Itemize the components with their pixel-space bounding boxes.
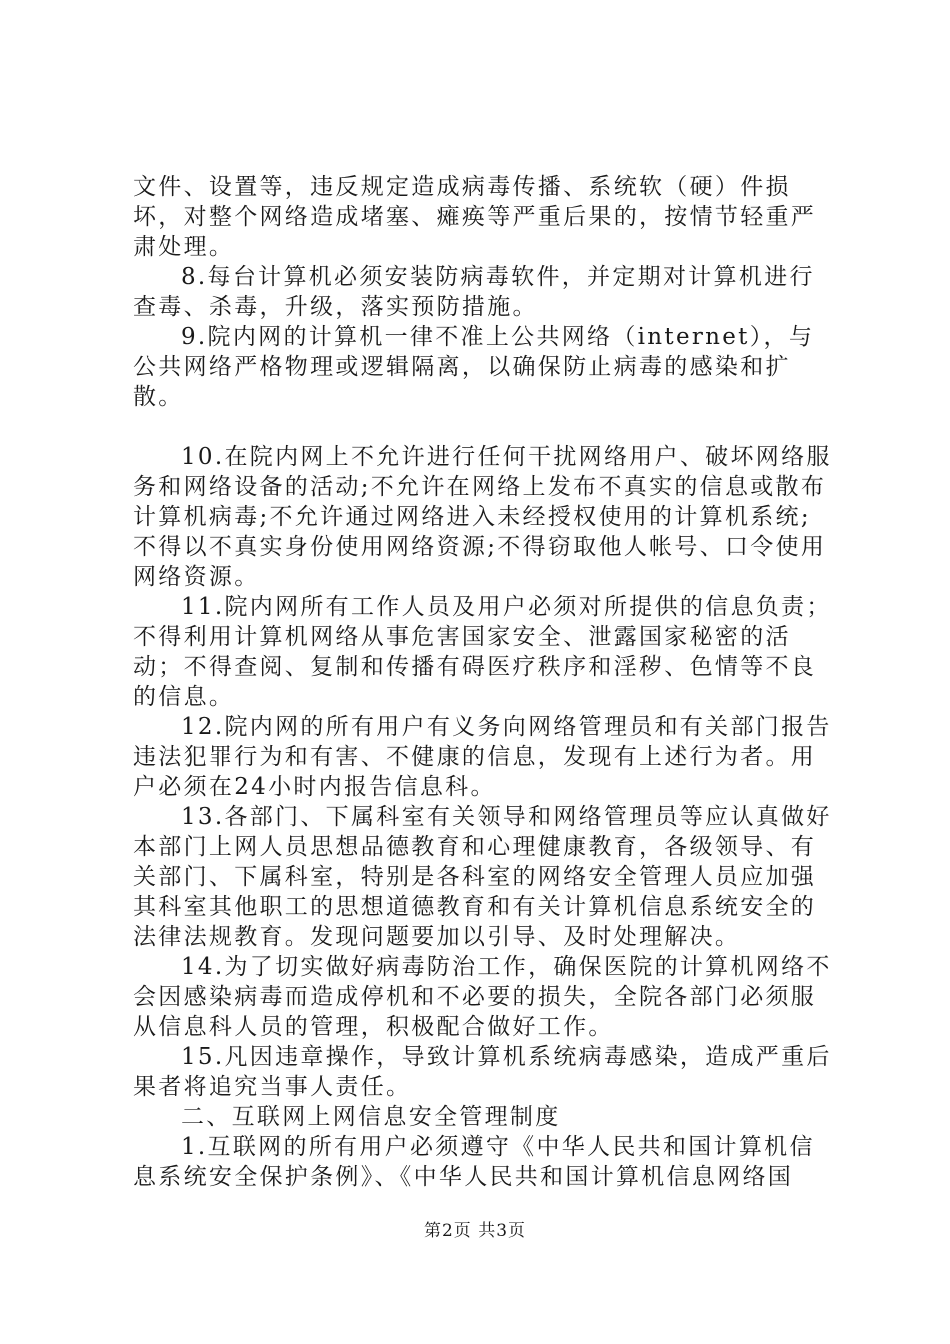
section-heading: 二、互联网上网信息安全管理制度 xyxy=(181,1104,561,1130)
paragraph-item-8: 8.每台计算机必须安装防病毒软件，并定期对计算机进行查毒、杀毒，升级，落实预防措施。 xyxy=(133,264,815,320)
paragraph-item-15: 15.凡因违章操作，导致计算机系统病毒感染，造成严重后果者将追究当事人责任。 xyxy=(133,1044,832,1100)
paragraph-item-12: 12.院内网的所有用户有义务向网络管理员和有关部门报告违法犯罪行为和有害、不健康的信息，发现有上述行为者。用户必须在24小时内报告信息科。 xyxy=(133,714,832,800)
page-footer: 第2页 共3页 xyxy=(423,1221,527,1241)
paragraph-item-10: 10.在院内网上不允许进行任何干扰网络用户、破坏网络服务和网络设备的活动;不允许在网络上发布不真实的信息或散布计算机病毒;不允许通过网络进入未经授权使用的计算机系统;不得以不真实身份使用网络资源;不得窃取他人帐号、口令使用网络资源。 xyxy=(133,444,832,590)
document-body xyxy=(133,172,833,1192)
paragraph-item-11: 11.院内网所有工作人员及用户必须对所提供的信息负责；不得利用计算机网络从事危害国家安全、泄露国家秘密的活动；不得查阅、复制和传播有碍医疗秩序和淫秽、色情等不良的信息。 xyxy=(133,594,832,710)
paragraph-continuation: 文件、设置等，违反规定造成病毒传播、系统软（硬）件损坏，对整个网络造成堵塞、瘫痪等严重后果的，按情节轻重严肃处理。 xyxy=(133,174,817,260)
paragraph-section2-item-1: 1.互联网的所有用户必须遵守《中华人民共和国计算机信息系统安全保护条例》、《中华人民共和国计算机信息网络国 xyxy=(133,1134,815,1190)
paragraph-item-9: 9.院内网的计算机一律不准上公共网络（internet），与公共网络严格物理或逻辑隔离，以确保防止病毒的感染和扩散。 xyxy=(133,324,815,410)
paragraph-item-14: 14.为了切实做好病毒防治工作，确保医院的计算机网络不会因感染病毒而造成停机和不必要的损失，全院各部门必须服从信息科人员的管理，积极配合做好工作。 xyxy=(133,954,832,1040)
paragraph-item-13: 13.各部门、下属科室有关领导和网络管理员等应认真做好本部门上网人员思想品德教育和心理健康教育，各级领导、有关部门、下属科室，特别是各科室的网络安全管理人员应加强其科室其他职工的思想道德教育和有关计算机信息系统安全的法律法规教育。发现问题要加以引导、及时处理解决。 xyxy=(133,804,832,950)
